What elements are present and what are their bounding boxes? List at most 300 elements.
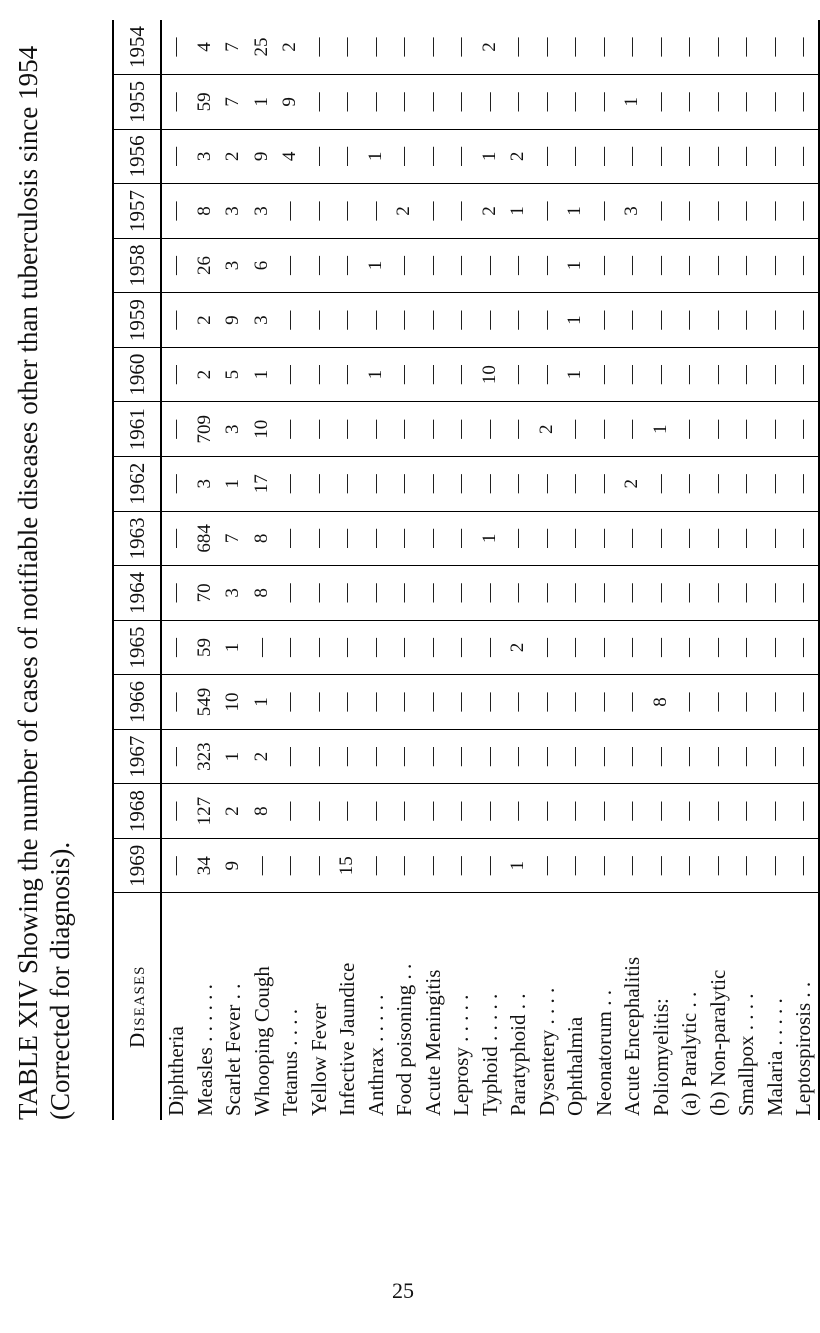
case-count-cell: — [533, 457, 562, 512]
table-row [704, 20, 733, 1120]
case-count-cell: — [533, 729, 562, 784]
year-column-header: 1961 [113, 402, 161, 457]
case-count-cell: — [419, 129, 448, 184]
case-count-cell: — [476, 838, 505, 893]
case-count-cell: — [305, 620, 334, 675]
table-row [362, 20, 391, 1120]
case-count-cell: — [362, 838, 391, 893]
case-count-cell: — [789, 129, 819, 184]
table-row [476, 20, 505, 1120]
case-count-cell: — [590, 75, 619, 130]
case-count-cell: 1 [362, 129, 391, 184]
disease-name: Anthrax . . . . . [363, 994, 388, 1116]
table-row [647, 20, 676, 1120]
year-column-header: 1956 [113, 129, 161, 184]
case-count-cell: 15 [333, 838, 362, 893]
case-count-cell: — [789, 784, 819, 839]
case-count-cell: — [647, 293, 676, 348]
case-count-cell: — [761, 675, 790, 730]
case-count-cell: — [333, 620, 362, 675]
case-count-cell: — [305, 129, 334, 184]
case-count-cell: — [675, 729, 704, 784]
case-count-cell: — [590, 620, 619, 675]
case-count-cell: — [504, 566, 533, 621]
case-count-cell: 17 [248, 457, 277, 512]
case-count-cell: — [390, 729, 419, 784]
page-number: 25 [392, 1278, 414, 1303]
case-count-cell: — [590, 402, 619, 457]
year-column-header: 1969 [113, 838, 161, 893]
case-count-cell: — [305, 75, 334, 130]
case-count-cell: — [390, 675, 419, 730]
case-count-cell: — [561, 566, 590, 621]
case-count-cell: — [761, 347, 790, 402]
case-count-cell: — [732, 75, 761, 130]
table-row [533, 20, 562, 1120]
case-count-cell: — [675, 238, 704, 293]
disease-name: Ophthalmia [563, 1016, 587, 1116]
case-count-cell: 6 [248, 238, 277, 293]
case-count-cell: 9 [219, 838, 248, 893]
disease-name: Leprosy . . . . . [449, 994, 473, 1116]
case-count-cell: — [447, 511, 476, 566]
case-count-cell: — [732, 457, 761, 512]
case-count-cell: — [789, 347, 819, 402]
case-count-cell: — [761, 238, 790, 293]
case-count-cell: — [447, 457, 476, 512]
case-count-cell: 549 [191, 675, 220, 730]
case-count-cell: — [533, 675, 562, 730]
case-count-cell: — [618, 729, 647, 784]
case-count-cell: — [390, 620, 419, 675]
case-count-cell: 1 [362, 238, 391, 293]
case-count-cell: — [533, 620, 562, 675]
case-count-cell: 2 [504, 129, 533, 184]
case-count-cell: 3 [191, 457, 220, 512]
case-count-cell: 1 [219, 457, 248, 512]
disease-name: Acute Meningitis [420, 969, 445, 1116]
case-count-cell: — [704, 347, 733, 402]
case-count-cell: — [476, 784, 505, 839]
case-count-cell: — [362, 675, 391, 730]
table-row [675, 20, 704, 1120]
case-count-cell: — [276, 457, 305, 512]
case-count-cell: — [333, 293, 362, 348]
case-count-cell: — [704, 293, 733, 348]
disease-name: Dysentery . . . . [534, 987, 559, 1116]
table-caption [12, 46, 76, 1120]
case-count-cell: — [732, 784, 761, 839]
case-count-cell: — [447, 129, 476, 184]
case-count-cell: 2 [219, 129, 248, 184]
case-count-cell: — [504, 293, 533, 348]
case-count-cell: — [732, 347, 761, 402]
case-count-cell: — [476, 238, 505, 293]
case-count-cell: — [789, 238, 819, 293]
case-count-cell: 2 [390, 184, 419, 239]
case-count-cell: — [704, 238, 733, 293]
case-count-cell: — [761, 620, 790, 675]
case-count-cell: — [476, 729, 505, 784]
case-count-cell: 2 [191, 347, 220, 402]
case-count-cell: 4 [191, 20, 220, 75]
case-count-cell: — [333, 729, 362, 784]
case-count-cell: — [276, 347, 305, 402]
year-column-header: 1964 [113, 566, 161, 621]
case-count-cell: — [590, 457, 619, 512]
year-column-header: 1960 [113, 347, 161, 402]
disease-name: Whooping Cough [249, 966, 274, 1116]
case-count-cell: — [390, 20, 419, 75]
case-count-cell: — [333, 75, 362, 130]
case-count-cell: — [476, 675, 505, 730]
case-count-cell: — [533, 566, 562, 621]
case-count-cell: — [647, 457, 676, 512]
case-count-cell: — [789, 620, 819, 675]
case-count-cell: — [590, 129, 619, 184]
case-count-cell: — [704, 184, 733, 239]
case-count-cell: 2 [219, 784, 248, 839]
case-count-cell: — [333, 238, 362, 293]
disease-name: Leptospirosis . . [789, 893, 819, 1120]
case-count-cell: — [447, 20, 476, 75]
case-count-cell: 3 [248, 184, 277, 239]
case-count-cell: — [704, 729, 733, 784]
case-count-cell: — [305, 566, 334, 621]
case-count-cell: — [161, 457, 191, 512]
case-count-cell: — [761, 184, 790, 239]
case-count-cell: — [533, 75, 562, 130]
table-row [504, 20, 533, 1120]
case-count-cell: — [704, 402, 733, 457]
case-count-cell: — [476, 293, 505, 348]
case-count-cell: — [447, 347, 476, 402]
year-column-header: 1957 [113, 184, 161, 239]
case-count-cell: 7 [219, 20, 248, 75]
table-row [590, 20, 619, 1120]
case-count-cell: — [533, 511, 562, 566]
case-count-cell: 1 [248, 347, 277, 402]
case-count-cell: — [419, 75, 448, 130]
case-count-cell: — [305, 184, 334, 239]
case-count-cell: — [305, 402, 334, 457]
case-count-cell: — [533, 838, 562, 893]
case-count-cell: — [333, 457, 362, 512]
case-count-cell: — [618, 675, 647, 730]
table-row [276, 20, 305, 1120]
case-count-cell: — [419, 402, 448, 457]
case-count-cell: — [419, 729, 448, 784]
case-count-cell: — [675, 784, 704, 839]
case-count-cell: — [161, 402, 191, 457]
case-count-cell: — [476, 566, 505, 621]
case-count-cell: — [561, 20, 590, 75]
table-row [333, 20, 362, 1120]
case-count-cell: — [704, 129, 733, 184]
case-count-cell: 1 [504, 838, 533, 893]
case-count-cell: — [732, 620, 761, 675]
case-count-cell: — [647, 129, 676, 184]
case-count-cell: — [761, 784, 790, 839]
case-count-cell: 9 [276, 75, 305, 130]
case-count-cell: — [362, 20, 391, 75]
case-count-cell: 59 [191, 620, 220, 675]
table-body [161, 20, 819, 1120]
case-count-cell: — [590, 566, 619, 621]
case-count-cell: 2 [276, 20, 305, 75]
case-count-cell: — [675, 75, 704, 130]
case-count-cell: 127 [191, 784, 220, 839]
case-count-cell: — [675, 457, 704, 512]
case-count-cell: — [590, 238, 619, 293]
case-count-cell: — [533, 129, 562, 184]
case-count-cell: — [305, 347, 334, 402]
case-count-cell: — [390, 457, 419, 512]
case-count-cell: — [704, 511, 733, 566]
case-count-cell: — [732, 511, 761, 566]
case-count-cell: — [618, 20, 647, 75]
case-count-cell: — [533, 184, 562, 239]
case-count-cell: — [590, 511, 619, 566]
case-count-cell: 4 [276, 129, 305, 184]
case-count-cell: — [704, 784, 733, 839]
case-count-cell: — [590, 675, 619, 730]
case-count-cell: — [561, 675, 590, 730]
case-count-cell: 1 [561, 184, 590, 239]
case-count-cell: — [561, 729, 590, 784]
case-count-cell: 1 [561, 293, 590, 348]
case-count-cell: — [276, 184, 305, 239]
case-count-cell: 26 [191, 238, 220, 293]
case-count-cell: 10 [476, 347, 505, 402]
case-count-cell: — [419, 784, 448, 839]
case-count-cell: 8 [248, 784, 277, 839]
case-count-cell: — [390, 784, 419, 839]
case-count-cell: — [590, 184, 619, 239]
case-count-cell: — [732, 184, 761, 239]
case-count-cell: — [789, 511, 819, 566]
case-count-cell: 1 [476, 129, 505, 184]
case-count-cell: — [161, 784, 191, 839]
case-count-cell: — [732, 402, 761, 457]
case-count-cell: — [704, 838, 733, 893]
case-count-cell: 1 [561, 347, 590, 402]
case-count-cell: — [447, 784, 476, 839]
case-count-cell: — [647, 620, 676, 675]
case-count-cell: — [248, 838, 277, 893]
case-count-cell: — [390, 238, 419, 293]
case-count-cell: — [647, 347, 676, 402]
case-count-cell: — [504, 402, 533, 457]
case-count-cell: 3 [219, 402, 248, 457]
disease-name: Malaria . . . . . [762, 998, 787, 1116]
case-count-cell: — [362, 75, 391, 130]
year-column-header: 1962 [113, 457, 161, 512]
case-count-cell: — [333, 511, 362, 566]
case-count-cell: — [647, 75, 676, 130]
case-count-cell: — [447, 566, 476, 621]
case-count-cell: — [789, 838, 819, 893]
case-count-cell: — [761, 129, 790, 184]
case-count-cell: 684 [191, 511, 220, 566]
case-count-cell: — [476, 457, 505, 512]
case-count-cell: — [161, 238, 191, 293]
case-count-cell: — [362, 620, 391, 675]
case-count-cell: — [618, 129, 647, 184]
case-count-cell: 3 [248, 293, 277, 348]
year-column-header: 1955 [113, 75, 161, 130]
case-count-cell: — [476, 75, 505, 130]
case-count-cell: — [276, 293, 305, 348]
case-count-cell: 3 [219, 184, 248, 239]
case-count-cell: — [362, 457, 391, 512]
case-count-cell: — [276, 675, 305, 730]
case-count-cell: — [333, 675, 362, 730]
case-count-cell: — [390, 838, 419, 893]
case-count-cell: — [618, 238, 647, 293]
case-count-cell: — [561, 457, 590, 512]
case-count-cell: — [305, 838, 334, 893]
table-row [390, 20, 419, 1120]
case-count-cell: 7 [219, 75, 248, 130]
case-count-cell: — [590, 347, 619, 402]
case-count-cell: — [590, 838, 619, 893]
case-count-cell: — [362, 729, 391, 784]
case-count-cell: — [419, 293, 448, 348]
case-count-cell: — [419, 347, 448, 402]
case-count-cell: — [789, 675, 819, 730]
case-count-cell: — [675, 347, 704, 402]
table-row [618, 20, 647, 1120]
case-count-cell: — [161, 184, 191, 239]
disease-name: Food poisoning . . [392, 963, 416, 1116]
case-count-cell: — [561, 784, 590, 839]
case-count-cell: 59 [191, 75, 220, 130]
case-count-cell: — [333, 566, 362, 621]
disease-name: Smallpox . . . . [734, 993, 758, 1116]
year-column-header: 1958 [113, 238, 161, 293]
case-count-cell: — [419, 675, 448, 730]
case-count-cell: — [305, 511, 334, 566]
case-count-cell: — [761, 729, 790, 784]
case-count-cell: 3 [219, 238, 248, 293]
case-count-cell: — [161, 729, 191, 784]
case-count-cell: — [675, 675, 704, 730]
case-count-cell: — [761, 293, 790, 348]
case-count-cell: — [561, 402, 590, 457]
case-count-cell: — [561, 620, 590, 675]
case-count-cell: — [647, 511, 676, 566]
case-count-cell: — [161, 20, 191, 75]
case-count-cell: — [161, 129, 191, 184]
case-count-cell: — [447, 675, 476, 730]
table-row [191, 20, 220, 1120]
case-count-cell: 1 [647, 402, 676, 457]
case-count-cell: 9 [219, 293, 248, 348]
case-count-cell: 8 [647, 675, 676, 730]
case-count-cell: — [333, 784, 362, 839]
case-count-cell: — [647, 566, 676, 621]
case-count-cell: — [504, 729, 533, 784]
case-count-cell: — [761, 566, 790, 621]
case-count-cell: — [419, 566, 448, 621]
case-count-cell: — [561, 129, 590, 184]
year-column-header: 1965 [113, 620, 161, 675]
case-count-cell: — [789, 75, 819, 130]
case-count-cell: — [533, 347, 562, 402]
disease-name: Acute Encephalitis [620, 956, 644, 1116]
case-count-cell: — [789, 729, 819, 784]
case-count-cell: — [276, 620, 305, 675]
case-count-cell: — [390, 129, 419, 184]
case-count-cell: 1 [362, 347, 391, 402]
case-count-cell: — [533, 784, 562, 839]
case-count-cell: — [276, 784, 305, 839]
case-count-cell: — [732, 20, 761, 75]
case-count-cell: — [704, 457, 733, 512]
case-count-cell: — [618, 402, 647, 457]
case-count-cell: 1 [476, 511, 505, 566]
case-count-cell: — [675, 566, 704, 621]
case-count-cell: — [732, 238, 761, 293]
case-count-cell: — [447, 620, 476, 675]
case-count-cell: — [789, 402, 819, 457]
disease-name: Poliomyelitis: [648, 998, 673, 1116]
year-column-header: 1959 [113, 293, 161, 348]
case-count-cell: — [333, 402, 362, 457]
case-count-cell: — [390, 75, 419, 130]
case-count-cell: — [419, 457, 448, 512]
case-count-cell: 1 [219, 620, 248, 675]
case-count-cell: — [276, 566, 305, 621]
case-count-cell: — [618, 566, 647, 621]
case-count-cell: — [161, 347, 191, 402]
notifiable-diseases-table [112, 20, 820, 1120]
case-count-cell: — [675, 20, 704, 75]
case-count-cell: — [476, 620, 505, 675]
case-count-cell: — [504, 511, 533, 566]
table-row [161, 20, 191, 1120]
table-row [789, 20, 819, 1120]
case-count-cell: — [675, 838, 704, 893]
case-count-cell: — [161, 566, 191, 621]
case-count-cell: — [419, 511, 448, 566]
case-count-cell: — [419, 238, 448, 293]
case-count-cell: — [761, 838, 790, 893]
case-count-cell: — [590, 20, 619, 75]
case-count-cell: — [590, 729, 619, 784]
case-count-cell: 2 [191, 293, 220, 348]
case-count-cell: — [761, 457, 790, 512]
case-count-cell: — [618, 293, 647, 348]
case-count-cell: 1 [248, 675, 277, 730]
case-count-cell: 25 [248, 20, 277, 75]
case-count-cell: — [618, 784, 647, 839]
diseases-column-header: Diseases [113, 893, 161, 1120]
case-count-cell: — [161, 620, 191, 675]
disease-name: Tetanus . . . . [278, 1008, 302, 1116]
case-count-cell: 2 [533, 402, 562, 457]
case-count-cell: 1 [219, 729, 248, 784]
case-count-cell: 1 [504, 184, 533, 239]
case-count-cell: — [590, 784, 619, 839]
case-count-cell: — [504, 675, 533, 730]
case-count-cell: — [419, 184, 448, 239]
case-count-cell: — [732, 293, 761, 348]
case-count-cell: — [732, 838, 761, 893]
disease-name: (a) Paralytic . . [677, 991, 701, 1116]
case-count-cell: — [647, 784, 676, 839]
